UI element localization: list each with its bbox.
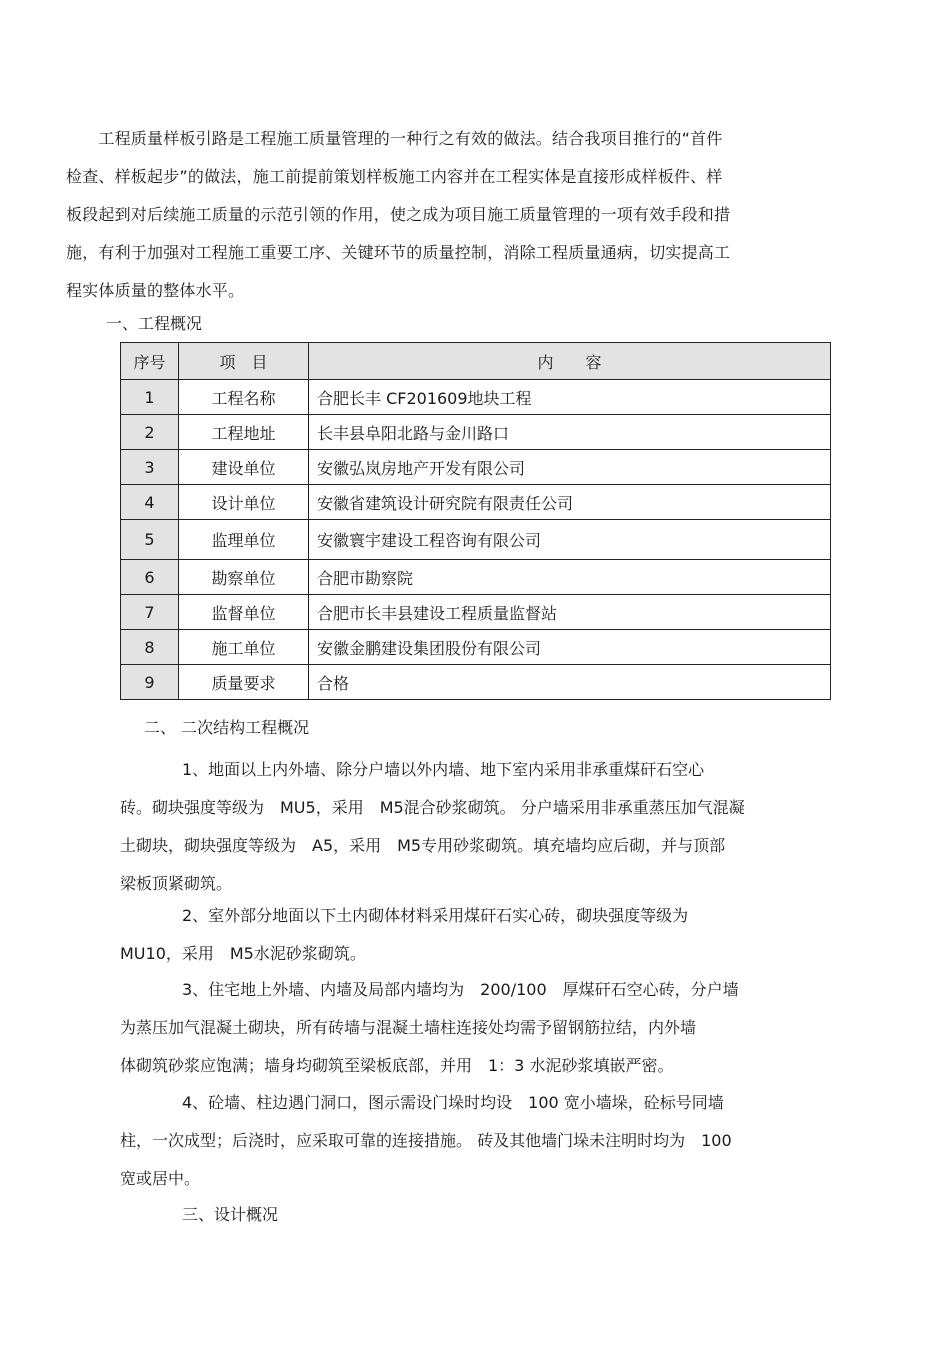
header-item: 项 目 [179, 343, 309, 380]
table-header-row [121, 343, 831, 380]
text-line: 检查、样板起步”的做法，施工前提前策划样板施工内容并在工程实体是直接形成样板件、样 [66, 167, 723, 186]
row-content: 合肥长丰 CF201609地块工程 [309, 380, 831, 415]
row-item: 工程名称 [179, 380, 309, 415]
text-line: 4、砼墙、柱边遇门洞口，图示需设门垛时均设 100 宽小墙垛，砼标号同墙 [182, 1093, 724, 1112]
row-content: 安徽金鹏建设集团股份有限公司 [309, 630, 831, 665]
text-line: 土砌块，砌块强度等级为 A5，采用 M5专用砂浆砌筑。填充墙均应后砌，并与顶部 [120, 836, 726, 855]
text-line: 程实体质量的整体水平。 [66, 281, 245, 300]
text-line: MU10，采用 M5水泥砂浆砌筑。 [120, 944, 366, 963]
table-row [121, 520, 831, 560]
table-row [121, 380, 831, 415]
row-content: 安徽弘岚房地产开发有限公司 [309, 450, 831, 485]
row-no: 6 [121, 560, 179, 595]
paragraph-3 [120, 971, 832, 1085]
project-info-table [120, 342, 831, 700]
text-line: 柱，一次成型；后浇时，应采取可靠的连接措施。 砖及其他墙门垛未注明时均为 100 [120, 1131, 732, 1150]
table-row [121, 485, 831, 520]
text-line: 板段起到对后续施工质量的示范引领的作用，使之成为项目施工质量管理的一项有效手段和措 [66, 205, 731, 224]
text-line: 梁板顶紧砌筑。 [120, 874, 233, 893]
row-item: 建设单位 [179, 450, 309, 485]
row-item: 设计单位 [179, 485, 309, 520]
table-row [121, 450, 831, 485]
text-line: 为蒸压加气混凝土砌块，所有砖墙与混凝土墙柱连接处均需予留钢筋拉结，内外墙 [120, 1018, 697, 1037]
section-heading-3: 三、设计概况 [182, 1205, 279, 1224]
row-no: 3 [121, 450, 179, 485]
row-no: 4 [121, 485, 179, 520]
row-no: 9 [121, 665, 179, 700]
paragraph-4 [120, 1084, 832, 1198]
row-content: 长丰县阜阳北路与金川路口 [309, 415, 831, 450]
intro-paragraph [66, 120, 832, 310]
paragraph-1 [120, 751, 832, 903]
row-item: 质量要求 [179, 665, 309, 700]
table-row [121, 630, 831, 665]
paragraph-2 [120, 897, 832, 973]
table-row [121, 665, 831, 700]
row-no: 1 [121, 380, 179, 415]
row-item: 监理单位 [179, 520, 309, 560]
text-line: 施，有利于加强对工程施工重要工序、关键环节的质量控制，消除工程质量通病，切实提高工 [66, 243, 731, 262]
text-line: 工程质量样板引路是工程施工质量管理的一种行之有效的做法。结合我项目推行的“首件 [66, 129, 723, 148]
text-line: 宽或居中。 [120, 1169, 201, 1188]
row-item: 监督单位 [179, 595, 309, 630]
row-no: 7 [121, 595, 179, 630]
table-row [121, 560, 831, 595]
row-item: 施工单位 [179, 630, 309, 665]
table-row [121, 595, 831, 630]
row-no: 2 [121, 415, 179, 450]
section-heading-2: 二、 二次结构工程概况 [144, 718, 310, 737]
text-line: 1、地面以上内外墙、除分户墙以外内墙、地下室内采用非承重煤矸石空心 [182, 760, 705, 779]
section-heading-1: 一、工程概况 [106, 314, 203, 333]
table-row [121, 415, 831, 450]
row-no: 5 [121, 520, 179, 560]
row-item: 工程地址 [179, 415, 309, 450]
row-content: 合格 [309, 665, 831, 700]
row-content: 安徽寰宇建设工程咨询有限公司 [309, 520, 831, 560]
row-no: 8 [121, 630, 179, 665]
text-line: 3、住宅地上外墙、内墙及局部内墙均为 200/100 厚煤矸石空心砖，分户墙 [182, 980, 739, 999]
text-line: 砖。砌块强度等级为 MU5，采用 M5混合砂浆砌筑。 分户墙采用非承重蒸压加气混凝 [120, 798, 745, 817]
text-line: 体砌筑砂浆应饱满；墙身均砌筑至梁板底部，并用 1：3 水泥砂浆填嵌严密。 [120, 1056, 674, 1075]
header-content: 内 容 [309, 343, 831, 380]
text-line: 2、室外部分地面以下土内砌体材料采用煤矸石实心砖，砌块强度等级为 [182, 906, 689, 925]
header-no: 序号 [121, 343, 179, 380]
row-content: 安徽省建筑设计研究院有限责任公司 [309, 485, 831, 520]
row-content: 合肥市勘察院 [309, 560, 831, 595]
row-item: 勘察单位 [179, 560, 309, 595]
row-content: 合肥市长丰县建设工程质量监督站 [309, 595, 831, 630]
